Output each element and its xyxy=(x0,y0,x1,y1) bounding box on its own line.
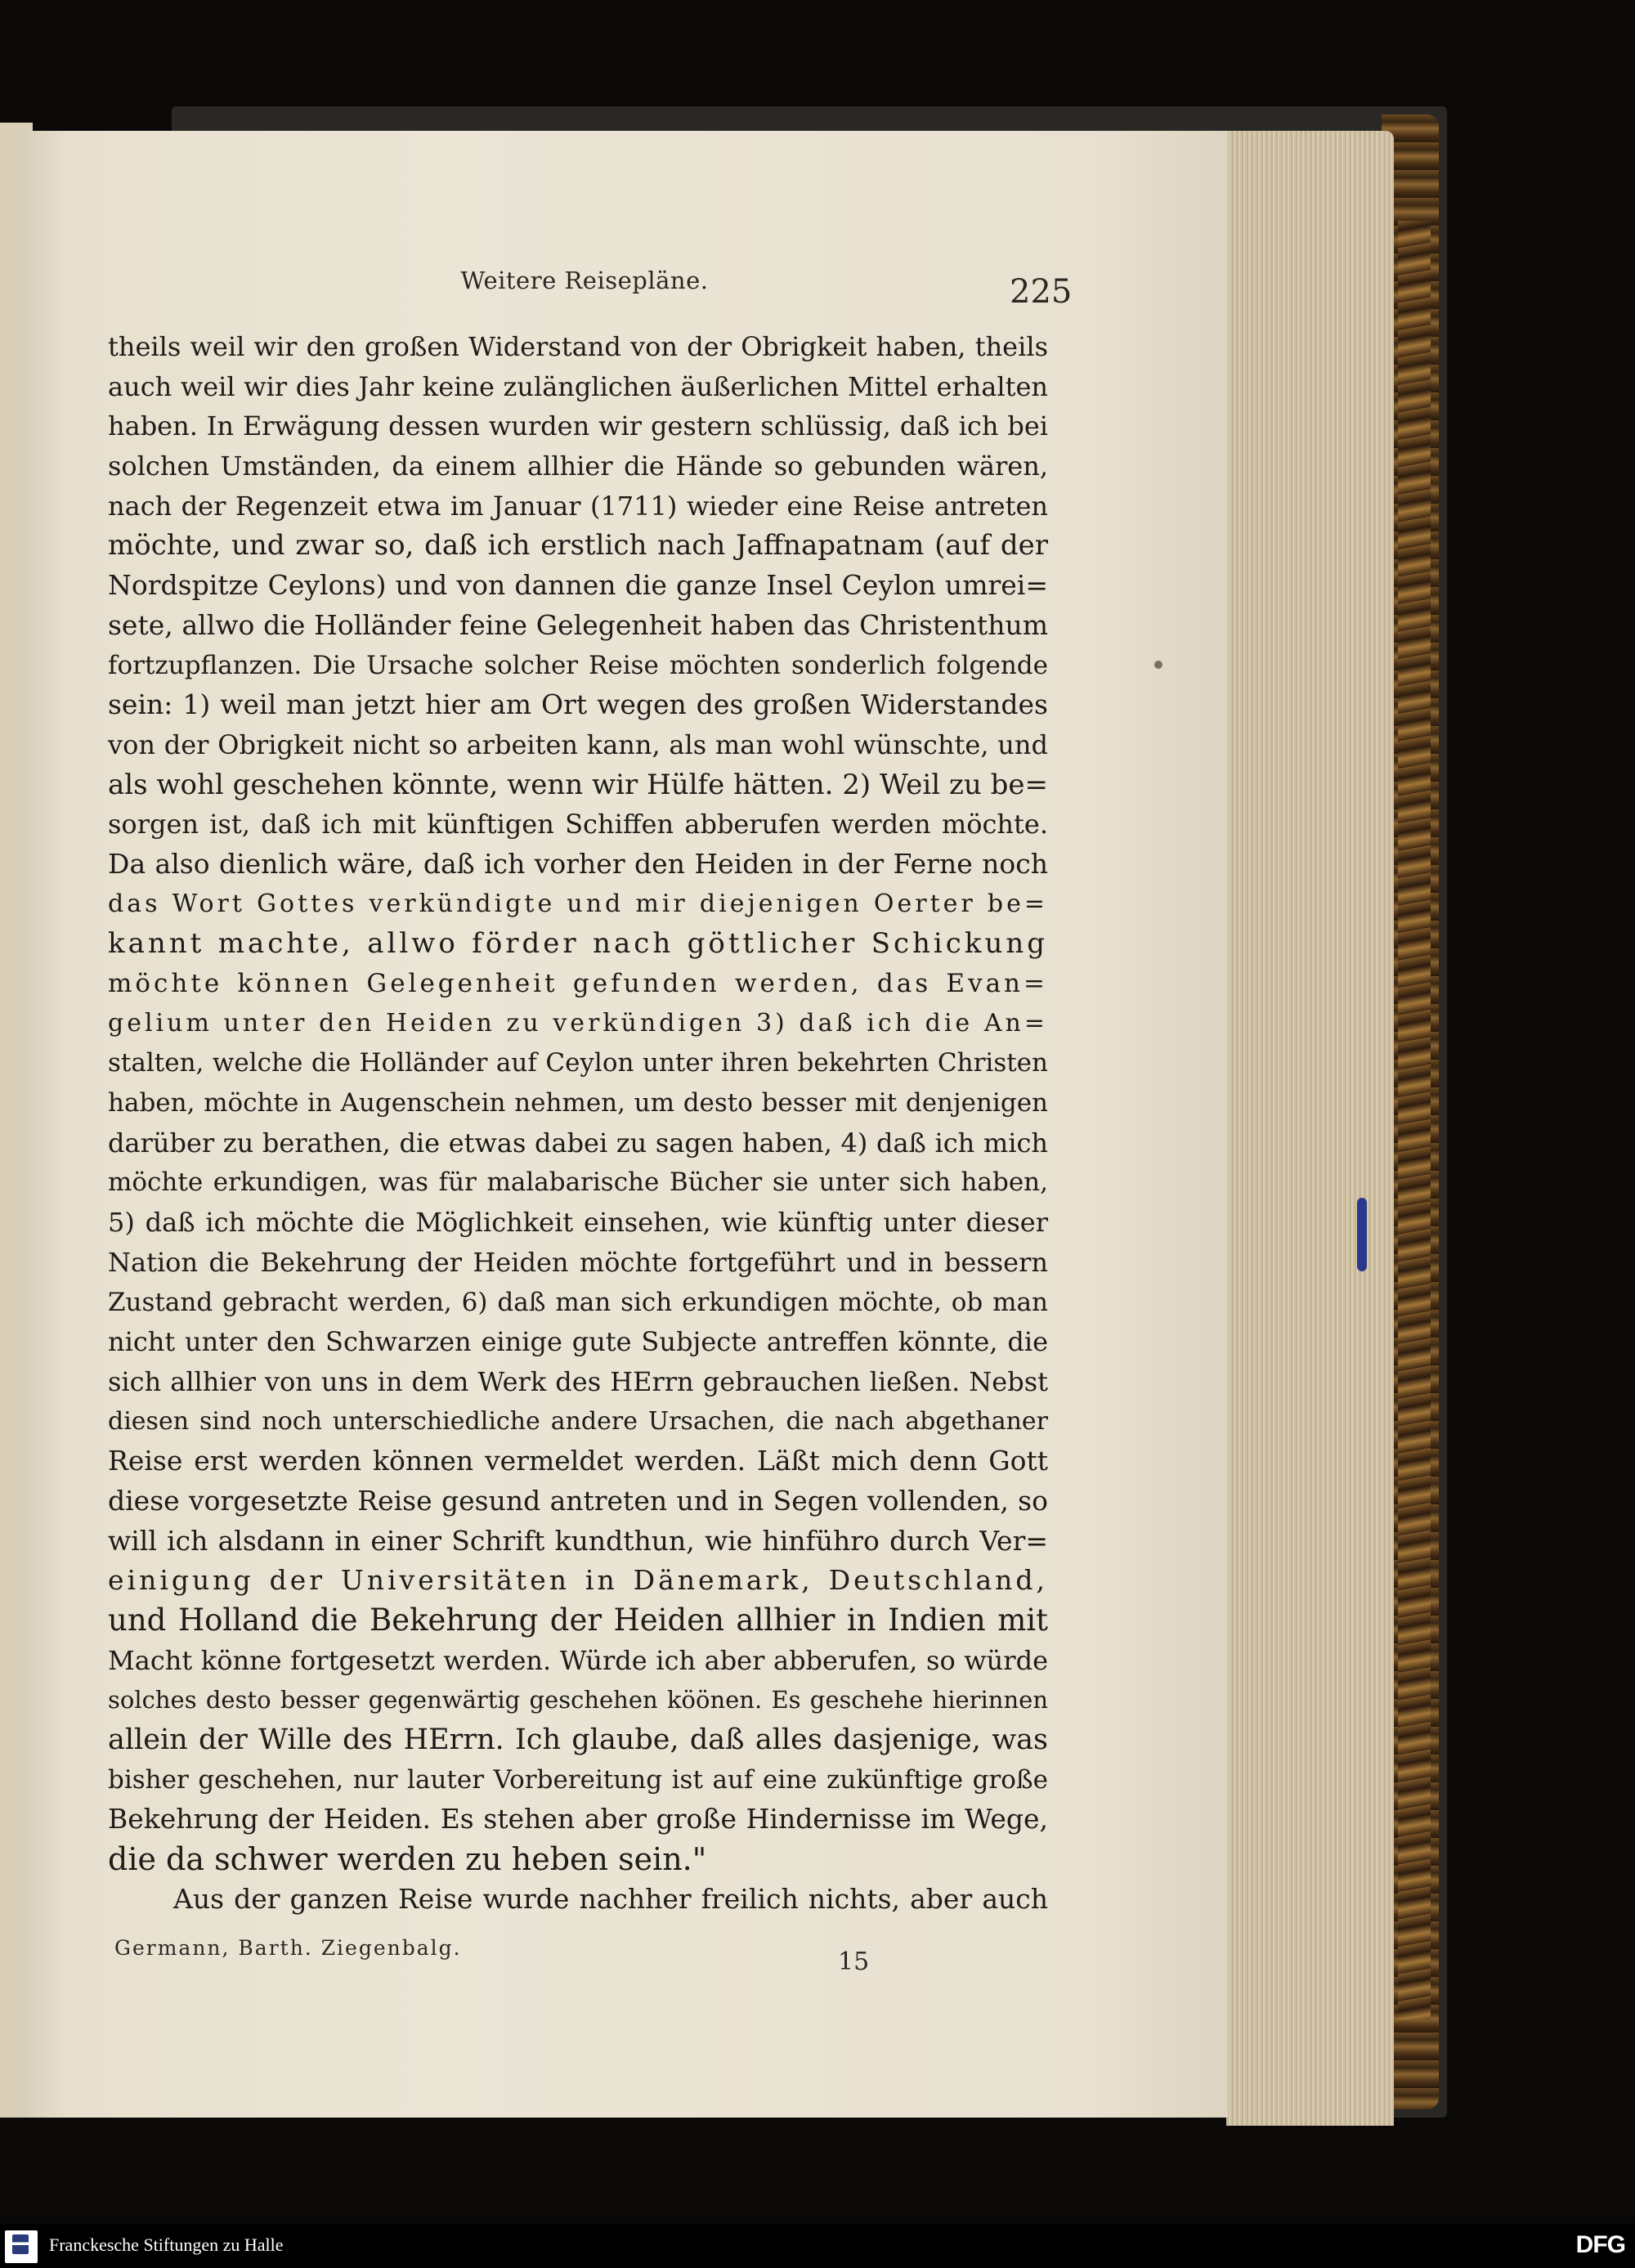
marbled-cover-edge xyxy=(1398,221,1431,2019)
text-line: allein der Wille des HErrn. Ich glaube, daß alles dasjenige, was xyxy=(108,1723,1048,1757)
text-line: Nation die Bekehrung der Heiden möchte fortgeführt und in bessern xyxy=(108,1246,1048,1278)
text-line: gelium unter den Heiden zu verkündigen 3) daß ich die An= xyxy=(108,1008,1048,1038)
text-line: kannt machte, allwo förder nach göttlicher Schickung xyxy=(108,927,1048,961)
page-number: 225 xyxy=(1010,273,1073,311)
text-line: solches desto besser gegenwärtig geschehen köönen. Es geschehe hierinnen xyxy=(108,1686,1048,1714)
running-head: Weitere Reisepläne. xyxy=(460,267,709,294)
text-line: möchte erkundigen, was für malabarische Bücher sie unter sich haben, xyxy=(108,1168,1048,1198)
text-line: fortzupflanzen. Die Ursache solcher Reise möchten sonderlich folgende xyxy=(108,650,1048,680)
paper-speck xyxy=(1154,661,1162,669)
text-line: Macht könne fortgesetzt werden. Würde ich aber abberufen, so würde xyxy=(108,1644,1048,1676)
text-line: als wohl geschehen könnte, wenn wir Hülfe hätten. 2) Weil zu be= xyxy=(108,768,1048,801)
text-line: stalten, welche die Holländer auf Ceylon unter ihren bekehrten Christen xyxy=(108,1048,1048,1078)
text-line: diese vorgesetzte Reise gesund antreten und in Segen vollenden, so xyxy=(108,1484,1048,1517)
text-line: haben, möchte in Augenschein nehmen, um desto besser mit denjenigen xyxy=(108,1088,1048,1118)
text-line: einigung der Universitäten in Dänemark, Deutschland, xyxy=(108,1564,1048,1597)
text-line: Aus der ganzen Reise wurde nachher freilich nichts, aber auch xyxy=(173,1882,1048,1915)
text-line: haben. In Erwägung dessen wurden wir gestern schlüssig, daß ich bei xyxy=(108,410,1048,442)
text-line: auch weil wir dies Jahr keine zulänglichen äußerlichen Mittel erhalten xyxy=(108,370,1048,402)
dfg-logo: DFG xyxy=(1575,2231,1625,2258)
text-line: Zustand gebracht werden, 6) daß man sich erkundigen möchte, ob man xyxy=(108,1287,1048,1317)
text-line: von der Obrigkeit nicht so arbeiten kann, als man wohl wünschte, und xyxy=(108,728,1048,760)
text-line: Reise erst werden können vermeldet werden. Läßt mich denn Gott xyxy=(108,1445,1048,1477)
text-line: diesen sind noch unterschiedliche andere Ursachen, die nach abgethaner xyxy=(108,1406,1048,1436)
text-line: und Holland die Bekehrung der Heiden allhier in Indien mit xyxy=(108,1602,1048,1638)
text-line: nicht unter den Schwarzen einige gute Subjecte antreffen könnte, die xyxy=(108,1326,1048,1358)
text-line: Da also dienlich wäre, daß ich vorher den Heiden in der Ferne noch xyxy=(108,847,1048,880)
building-icon xyxy=(12,2234,29,2254)
text-line: sete, allwo die Holländer feine Gelegenheit haben das Christenthum xyxy=(108,608,1048,641)
institution-name: Franckesche Stiftungen zu Halle xyxy=(49,2234,284,2255)
text-line: nach der Regenzeit etwa im Januar (1711) wieder eine Reise antreten xyxy=(108,490,1048,522)
body-text xyxy=(108,327,1048,1920)
text-line: sorgen ist, daß ich mit künftigen Schiffen abberufen werden möchte. xyxy=(108,809,1048,840)
text-line: sein: 1) weil man jetzt hier am Ort wegen des großen Widerstandes xyxy=(108,688,1048,721)
text-line: 5) daß ich möchte die Möglichkeit einsehen, wie künftig unter dieser xyxy=(108,1207,1048,1239)
text-line: die da schwer werden zu heben sein." xyxy=(108,1841,707,1878)
text-line: solchen Umständen, da einem allhier die Hände so gebunden wären, xyxy=(108,450,1048,482)
text-line: sich allhier von uns in dem Werk des HErrn gebrauchen ließen. Nebst xyxy=(108,1365,1048,1397)
footer-author: Germann, Barth. Ziegenbalg. xyxy=(114,1936,462,1960)
text-line: das Wort Gottes verkündigte und mir diejenigen Oerter be= xyxy=(108,889,1048,918)
text-line: möchte können Gelegenheit gefunden werden, das Evan= xyxy=(108,969,1048,998)
text-line: darüber zu berathen, die etwas dabei zu sagen haben, 4) daß ich mich xyxy=(108,1127,1048,1159)
text-line: möchte, und zwar so, daß ich erstlich nach Jaffnapatnam (auf der xyxy=(108,529,1048,563)
text-line: theils weil wir den großen Widerstand von der Obrigkeit haben, theils xyxy=(108,331,1048,362)
bookmark-ribbon xyxy=(1357,1198,1367,1271)
text-line: Bekehrung der Heiden. Es stehen aber große Hindernisse im Wege, xyxy=(108,1803,1048,1835)
footer-signature: 15 xyxy=(838,1948,870,1976)
text-line: bisher geschehen, nur lauter Vorbereitung ist auf eine zukünftige große xyxy=(108,1764,1048,1795)
text-line: Nordspitze Ceylons) und von dannen die ganze Insel Ceylon umrei= xyxy=(108,569,1048,602)
page-edges xyxy=(1226,131,1394,2126)
text-line: will ich alsdann in einer Schrift kundthun, wie hinführo durch Ver= xyxy=(108,1524,1048,1557)
